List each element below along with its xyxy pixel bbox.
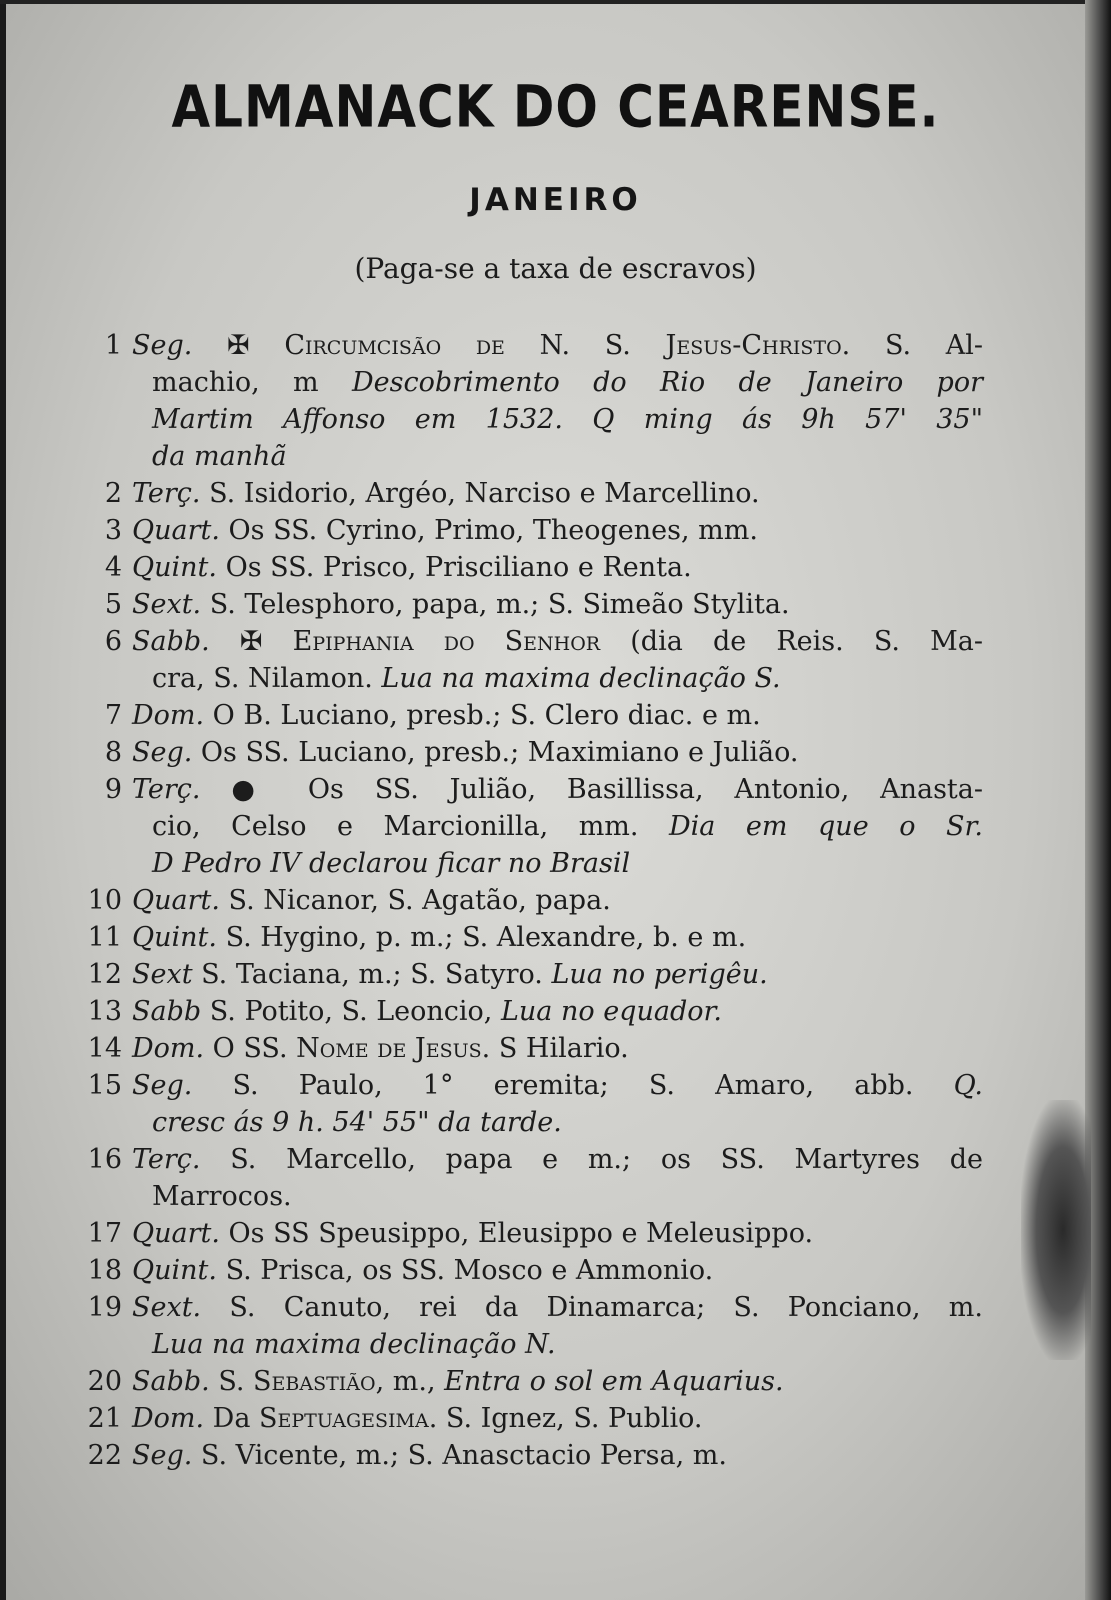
entry-continuation xyxy=(152,1326,983,1363)
weekday-abbr: Seg. xyxy=(132,1070,193,1101)
entry-line xyxy=(0,1400,1111,1437)
entry-line xyxy=(0,734,1111,771)
entry-continuation xyxy=(152,364,983,401)
calendar-entry xyxy=(0,956,1111,993)
entry-text xyxy=(132,1215,983,1252)
day-number: 1 xyxy=(104,330,122,361)
entry-line xyxy=(0,771,1111,808)
month-note: (Paga-se a taxa de escravos) xyxy=(354,252,757,285)
calendar-entry xyxy=(0,586,1111,623)
weekday-abbr: Terç. xyxy=(132,478,201,509)
entry-text xyxy=(132,1289,983,1326)
calendar-entry xyxy=(0,919,1111,956)
entry-segment: Os SS Speusippo, Eleusippo e Meleusippo. xyxy=(219,1218,814,1249)
weekday-abbr: Sabb xyxy=(132,996,202,1027)
entry-segment: S. Isidorio, Argéo, Narciso e Marcellino. xyxy=(200,478,760,509)
calendar-entry xyxy=(0,327,1111,475)
calendar-entry xyxy=(0,1400,1111,1437)
feast-name: Septuagesima. xyxy=(259,1403,438,1434)
entry-line xyxy=(0,1215,1111,1252)
italic-note: D Pedro IV declarou ficar no Brasil xyxy=(152,848,631,879)
entry-segment: ● Os SS. Julião, Basillissa, Antonio, Anasta- xyxy=(200,774,983,805)
entry-text xyxy=(132,512,983,549)
entry-line xyxy=(0,1030,1111,1067)
calendar-entry xyxy=(0,734,1111,771)
weekday-abbr: Quart. xyxy=(132,1218,220,1249)
calendar-entry xyxy=(0,1067,1111,1141)
entry-segment: S. Canuto, rei da Dinamarca; S. Ponciano, m. xyxy=(201,1292,983,1323)
entry-text xyxy=(132,993,983,1030)
day-number: 17 xyxy=(87,1218,122,1249)
italic-note: Lua na maxima declinação N. xyxy=(152,1329,556,1360)
entry-line xyxy=(0,1104,1111,1141)
entry-segment: O B. Luciano, presb.; S. Clero diac. e m. xyxy=(204,700,761,731)
weekday-abbr: Terç. xyxy=(132,774,201,805)
entry-segment: S. Vicente, m.; S. Anasctacio Persa, m. xyxy=(192,1440,727,1471)
entry-line xyxy=(0,882,1111,919)
entry-line xyxy=(0,586,1111,623)
weekday-abbr: Seg. xyxy=(132,1440,193,1471)
entry-line xyxy=(0,1363,1111,1400)
weekday-abbr: Sext. xyxy=(132,589,202,620)
calendar-entry xyxy=(0,697,1111,734)
calendar-entry xyxy=(0,993,1111,1030)
italic-note: Dia em que o Sr. xyxy=(669,811,984,842)
weekday-abbr: Quint. xyxy=(132,922,217,953)
entry-text xyxy=(132,327,983,364)
entry-line xyxy=(0,993,1111,1030)
entry-continuation xyxy=(152,1178,983,1215)
entry-line xyxy=(0,512,1111,549)
day-number: 14 xyxy=(87,1033,122,1064)
entry-line xyxy=(0,1437,1111,1474)
entry-segment: S. Taciana, m.; S. Satyro. xyxy=(192,959,552,990)
calendar-entry xyxy=(0,1215,1111,1252)
entry-line xyxy=(0,438,1111,475)
weekday-abbr: Quint. xyxy=(132,1255,217,1286)
entry-text xyxy=(132,475,983,512)
day-number: 8 xyxy=(104,737,122,768)
calendar-entry xyxy=(0,771,1111,882)
entry-line xyxy=(0,401,1111,438)
entry-segment: Os SS. Prisco, Prisciliano e Renta. xyxy=(216,552,692,583)
entry-continuation xyxy=(152,660,983,697)
entry-segment: S. Telesphoro, papa, m.; S. Simeão Stylita. xyxy=(201,589,790,620)
weekday-abbr: Quart. xyxy=(132,515,220,546)
italic-note: cresc ás 9 h. 54' 55" da tarde. xyxy=(152,1107,562,1138)
italic-note: Lua no perigêu. xyxy=(551,959,768,990)
entry-line xyxy=(0,845,1111,882)
entry-continuation xyxy=(152,438,983,475)
entry-text xyxy=(132,1363,983,1400)
entry-line xyxy=(0,697,1111,734)
weekday-abbr: Terç. xyxy=(132,1144,201,1175)
entry-segment: S. Potito, S. Leoncio, xyxy=(201,996,501,1027)
italic-note: Q. xyxy=(953,1070,983,1101)
entry-segment: S. xyxy=(209,1366,254,1397)
weekday-abbr: Quint. xyxy=(132,552,217,583)
calendar-entry xyxy=(0,512,1111,549)
entry-text xyxy=(132,1252,983,1289)
month-heading: JANEIRO xyxy=(469,182,642,218)
italic-note: da manhã xyxy=(152,441,287,472)
day-number: 2 xyxy=(104,478,122,509)
entry-line xyxy=(0,1252,1111,1289)
day-number: 5 xyxy=(104,589,122,620)
entry-segment: S. Al- xyxy=(850,330,983,361)
day-number: 7 xyxy=(104,700,122,731)
entry-text xyxy=(132,1067,983,1104)
calendar-entry xyxy=(0,1363,1111,1400)
feast-name: Sebastião xyxy=(253,1366,376,1397)
day-number: 3 xyxy=(104,515,122,546)
entry-segment: (dia de Reis. S. Ma- xyxy=(600,626,984,657)
calendar-entry xyxy=(0,1141,1111,1215)
calendar-entry xyxy=(0,1252,1111,1289)
entry-text xyxy=(132,549,983,586)
entry-segment: S. Hygino, p. m.; S. Alexandre, b. e m. xyxy=(216,922,747,953)
weekday-abbr: Sabb. xyxy=(132,626,210,657)
entry-segment: S. Paulo, 1° eremita; S. Amaro, abb. xyxy=(192,1070,954,1101)
weekday-abbr: Sabb. xyxy=(132,1366,210,1397)
entry-segment: ✠ xyxy=(209,626,293,657)
masthead-title: ALMANACK DO CEARENSE. xyxy=(171,73,940,141)
entry-text xyxy=(132,956,983,993)
day-number: 13 xyxy=(87,996,122,1027)
day-number: 19 xyxy=(87,1292,122,1323)
entry-line xyxy=(0,1178,1111,1215)
weekday-abbr: Seg. xyxy=(132,330,193,361)
feast-name: Epiphania do Senhor xyxy=(292,626,601,657)
entry-continuation xyxy=(152,808,983,845)
entry-text xyxy=(132,919,983,956)
entry-text xyxy=(132,586,983,623)
entry-text xyxy=(132,1030,983,1067)
day-number: 16 xyxy=(87,1144,122,1175)
weekday-abbr: Sext xyxy=(132,959,193,990)
entry-segment: S. Prisca, os SS. Mosco e Ammonio. xyxy=(216,1255,714,1286)
entry-text xyxy=(132,1400,983,1437)
entry-continuation xyxy=(152,845,983,882)
italic-note: Lua na maxima declinação S. xyxy=(381,663,781,694)
entry-line xyxy=(0,327,1111,364)
entry-line xyxy=(0,956,1111,993)
entry-text xyxy=(132,1141,983,1178)
entry-segment: cio, Celso e Marcionilla, mm. xyxy=(152,811,670,842)
calendar-entry xyxy=(0,1030,1111,1067)
entry-continuation xyxy=(152,1104,983,1141)
entry-segment: Marrocos. xyxy=(152,1181,292,1212)
entry-line xyxy=(0,1326,1111,1363)
entry-segment: cra, S. Nilamon. xyxy=(152,663,382,694)
weekday-abbr: Dom. xyxy=(132,1033,205,1064)
entry-line xyxy=(0,549,1111,586)
weekday-abbr: Dom. xyxy=(132,700,205,731)
entry-segment: S. Ignez, S. Publio. xyxy=(437,1403,703,1434)
weekday-abbr: Seg. xyxy=(132,737,193,768)
calendar-entry xyxy=(0,549,1111,586)
scan-border-top xyxy=(0,0,1111,4)
entry-segment: O SS. xyxy=(204,1033,297,1064)
day-number: 18 xyxy=(87,1255,122,1286)
entry-text xyxy=(132,734,983,771)
calendar-entry xyxy=(0,1289,1111,1363)
day-number: 10 xyxy=(87,885,122,916)
calendar-entry xyxy=(0,475,1111,512)
day-number: 6 xyxy=(104,626,122,657)
day-number: 20 xyxy=(87,1366,122,1397)
entry-segment: Os SS. Cyrino, Primo, Theogenes, mm. xyxy=(219,515,758,546)
entry-text xyxy=(132,882,983,919)
day-number: 4 xyxy=(104,552,122,583)
weekday-abbr: Quart. xyxy=(132,885,220,916)
entry-text xyxy=(132,697,983,734)
feast-name: Circumcisão de N. S. Jesus-Christo. xyxy=(284,330,851,361)
entry-line xyxy=(0,660,1111,697)
day-number: 9 xyxy=(104,774,122,805)
entry-line xyxy=(0,1141,1111,1178)
day-number: 21 xyxy=(87,1403,122,1434)
entry-line xyxy=(0,919,1111,956)
italic-note: Martim Affonso em 1532. Q ming ás 9h 57' 35" xyxy=(152,404,983,435)
weekday-abbr: Dom. xyxy=(132,1403,205,1434)
day-number: 22 xyxy=(87,1440,122,1471)
italic-note: Lua no equador. xyxy=(500,996,723,1027)
day-number: 12 xyxy=(87,959,122,990)
feast-name: Nome de Jesus. xyxy=(296,1033,491,1064)
entry-segment: S. Marcello, papa e m.; os SS. Martyres de xyxy=(200,1144,983,1175)
entry-line xyxy=(0,808,1111,845)
day-number: 15 xyxy=(87,1070,122,1101)
entry-segment: S. Nicanor, S. Agatão, papa. xyxy=(219,885,611,916)
entry-segment: ✠ xyxy=(192,330,285,361)
calendar-entry xyxy=(0,1437,1111,1474)
entry-continuation xyxy=(152,401,983,438)
entry-line xyxy=(0,623,1111,660)
calendar-entries xyxy=(0,327,1111,1474)
entry-line xyxy=(0,1289,1111,1326)
entry-segment: S Hilario. xyxy=(490,1033,629,1064)
entry-line xyxy=(0,364,1111,401)
day-number: 11 xyxy=(87,922,122,953)
entry-line xyxy=(0,475,1111,512)
entry-segment: Da xyxy=(204,1403,260,1434)
entry-text xyxy=(132,623,983,660)
weekday-abbr: Sext. xyxy=(132,1292,202,1323)
entry-text xyxy=(132,1437,983,1474)
italic-note: Descobrimento do Rio de Janeiro por xyxy=(351,367,984,398)
entry-segment: Os SS. Luciano, presb.; Maximiano e Julião. xyxy=(192,737,799,768)
entry-text xyxy=(132,771,983,808)
entry-line xyxy=(0,1067,1111,1104)
entry-segment: , m., xyxy=(375,1366,445,1397)
calendar-entry xyxy=(0,623,1111,697)
entry-segment: machio, m xyxy=(152,367,352,398)
italic-note: Entra o sol em Aquarius. xyxy=(444,1366,784,1397)
calendar-entry xyxy=(0,882,1111,919)
